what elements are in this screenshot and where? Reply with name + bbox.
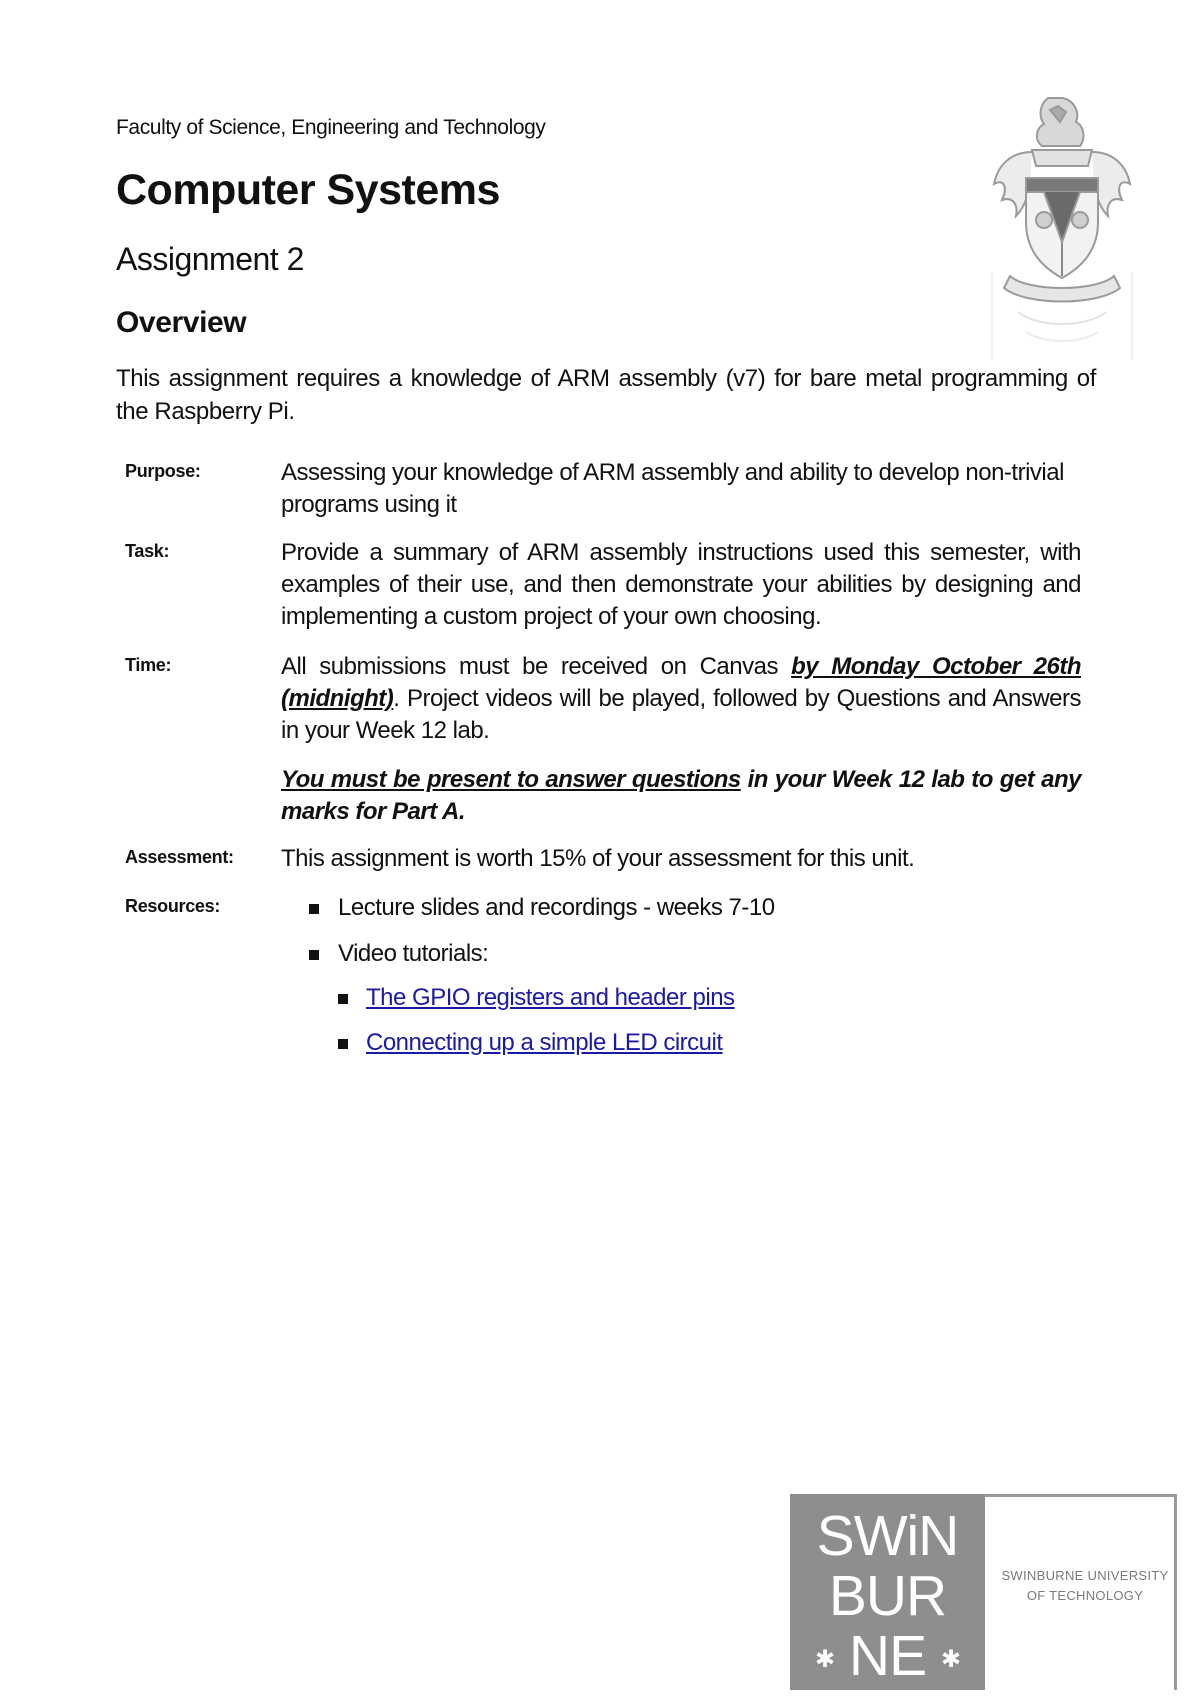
logo-wordmark-ne: NE <box>848 1624 927 1688</box>
logo-frame <box>985 1494 1177 1497</box>
coat-of-arms-crest <box>988 92 1136 360</box>
task-label: Task: <box>125 541 170 561</box>
time-label: Time: <box>125 655 172 675</box>
attendance-warning-rest: in your Week 12 lab to get any marks for Part A. <box>281 766 1081 825</box>
bullet-icon <box>338 1039 348 1049</box>
bullet-icon <box>309 904 319 914</box>
university-name-line: OF TECHNOLOGY <box>1026 1588 1144 1603</box>
overview-heading: Overview <box>116 306 247 339</box>
bullet-icon <box>338 994 348 1004</box>
intro-paragraph: This assignment requires a knowledge of ARM assembly (v7) for bare metal programming of the Raspberry Pi. <box>116 365 1096 425</box>
led-circuit-tutorial-link[interactable]: Connecting up a simple LED circuit <box>366 1029 723 1056</box>
resource-item: Lecture slides and recordings - weeks 7-10 <box>338 894 775 921</box>
time-text <box>281 651 1081 828</box>
faculty-name: Faculty of Science, Engineering and Technology <box>116 116 546 139</box>
deadline-details: . Project videos will be played, followed by Questions and Answers in your Week 12 lab. <box>281 685 1081 744</box>
deadline-paragraph <box>281 651 1081 747</box>
assignment-subtitle: Assignment 2 <box>116 241 304 277</box>
gpio-tutorial-link[interactable]: The GPIO registers and header pins <box>366 984 735 1011</box>
logo-wordmark-line: BUR <box>828 1564 947 1628</box>
attendance-warning <box>281 764 1081 828</box>
assessment-label: Assessment: <box>125 847 234 867</box>
star-icon: ✱ <box>940 1645 961 1673</box>
page-title: Computer Systems <box>116 166 500 214</box>
logo-frame <box>1174 1494 1177 1690</box>
university-name-line: SWINBURNE UNIVERSITY <box>1001 1568 1169 1583</box>
purpose-text: Assessing your knowledge of ARM assembly and ability to develop non-trivial programs using it <box>281 459 1064 518</box>
logo-wordmark-line <box>790 1624 985 1688</box>
star-icon: ✱ <box>814 1645 835 1673</box>
resources-label: Resources: <box>125 896 221 916</box>
task-text: Provide a summary of ARM assembly instructions used this semester, with examples of their use, and then demonstrate your abilities by designing and implementing a custom project of your own choosing. <box>281 539 1081 630</box>
attendance-warning-emphasis: You must be present to answer questions <box>281 766 741 793</box>
deadline-date: by Monday October 26th (midnight) <box>281 653 1081 712</box>
deadline-intro: All submissions must be received on Canvas <box>281 653 792 680</box>
purpose-label: Purpose: <box>125 461 201 481</box>
assessment-text: This assignment is worth 15% of your assessment for this unit. <box>281 845 915 872</box>
logo-wordmark-line: SWiN <box>816 1504 959 1568</box>
resource-item: Video tutorials: <box>338 940 489 967</box>
bullet-icon <box>309 950 319 960</box>
